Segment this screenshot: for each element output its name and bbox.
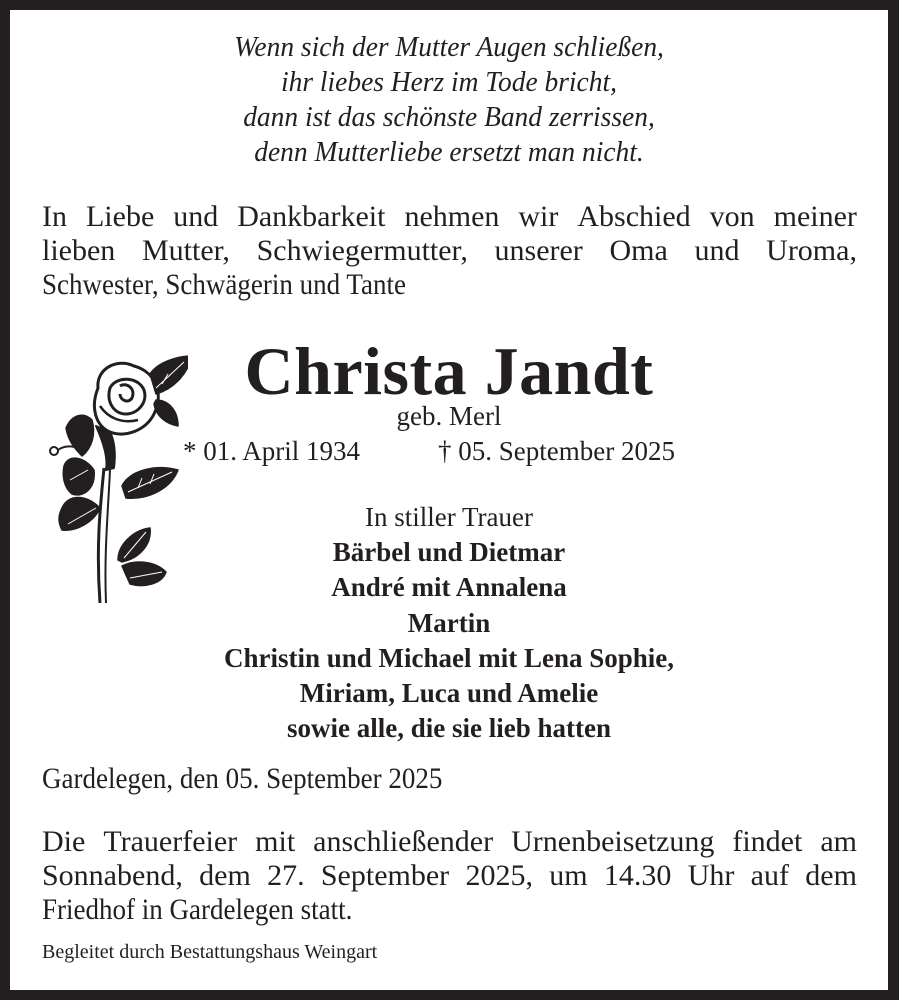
word: anschließender bbox=[313, 825, 494, 858]
word: und bbox=[173, 200, 219, 233]
word: mit bbox=[255, 825, 296, 858]
word: auf bbox=[750, 859, 789, 892]
place-date-text: Gardelegen, den 05. September 2025 bbox=[42, 762, 443, 795]
word: unserer bbox=[494, 234, 583, 267]
mourner-line: Martin bbox=[407, 607, 491, 638]
word: 2025, bbox=[465, 859, 533, 892]
word: Oma bbox=[609, 234, 668, 267]
birth-name: geb. Merl bbox=[396, 401, 502, 431]
word: findet bbox=[732, 825, 803, 858]
birth-date: * 01. April 1934 bbox=[183, 436, 361, 466]
word: Urnenbeisetzung bbox=[511, 825, 715, 858]
word: 27. bbox=[267, 859, 305, 892]
poem-line: dann ist das schönste Band zerrissen, bbox=[243, 102, 655, 133]
intro-line-2 bbox=[42, 234, 857, 268]
word: wir bbox=[518, 200, 559, 233]
poem-line: Wenn sich der Mutter Augen schließen, bbox=[234, 32, 664, 63]
intro-line-3 bbox=[42, 268, 857, 302]
word: um bbox=[549, 859, 588, 892]
mourner-line: Christin und Michael mit Lena Sophie, bbox=[223, 642, 675, 673]
ceremony-line-3 bbox=[42, 893, 857, 927]
mourner-line: Miriam, Luca und Amelie bbox=[299, 678, 599, 709]
word: Die bbox=[42, 825, 86, 858]
word: In bbox=[42, 200, 67, 233]
word: Dankbarkeit bbox=[237, 200, 386, 233]
word: und bbox=[694, 234, 740, 267]
word: lieben bbox=[42, 234, 116, 267]
word: 14.30 bbox=[603, 859, 672, 892]
intro-line-1 bbox=[42, 200, 857, 234]
mourner-line: André mit Annalena bbox=[331, 572, 567, 603]
word: Liebe bbox=[85, 200, 155, 233]
word: dem bbox=[199, 859, 251, 892]
intro-paragraph bbox=[42, 200, 857, 302]
word: September bbox=[320, 859, 450, 892]
death-date: † 05. September 2025 bbox=[438, 436, 675, 466]
mourner-line: sowie alle, die sie lieb hatten bbox=[287, 713, 611, 744]
place-date bbox=[42, 762, 857, 796]
word: meiner bbox=[773, 200, 857, 233]
obituary-card bbox=[10, 10, 888, 990]
ceremony-line-1 bbox=[42, 825, 857, 859]
mourners-intro: In stiller Trauer bbox=[365, 502, 533, 532]
poem bbox=[10, 30, 888, 170]
word: Uhr bbox=[687, 859, 735, 892]
word: am bbox=[820, 825, 857, 858]
mourner-line: Bärbel und Dietmar bbox=[332, 537, 566, 568]
poem-line: ihr liebes Herz im Tode bricht, bbox=[281, 67, 617, 98]
poem-line: denn Mutterliebe ersetzt man nicht. bbox=[254, 137, 644, 168]
word: Uroma, bbox=[766, 234, 857, 267]
word: von bbox=[709, 200, 755, 233]
word: Abschied bbox=[577, 200, 691, 233]
word: nehmen bbox=[404, 200, 500, 233]
word: dem bbox=[805, 859, 857, 892]
mourners-block bbox=[10, 500, 888, 746]
word: Mutter, bbox=[141, 234, 230, 267]
ceremony-paragraph bbox=[42, 825, 857, 927]
word: Schwiegermutter, bbox=[256, 234, 468, 267]
intro-last-line: Schwester, Schwägerin und Tante bbox=[42, 268, 406, 301]
ceremony-last-line: Friedhof in Gardelegen statt. bbox=[42, 893, 353, 926]
funeral-home-credit: Begleitet durch Bestattungshaus Weingart bbox=[42, 941, 378, 963]
ceremony-line-2 bbox=[42, 859, 857, 893]
word: Trauerfeier bbox=[103, 825, 238, 858]
deceased-name: Christa Jandt bbox=[244, 333, 654, 409]
word: Sonnabend, bbox=[42, 859, 183, 892]
